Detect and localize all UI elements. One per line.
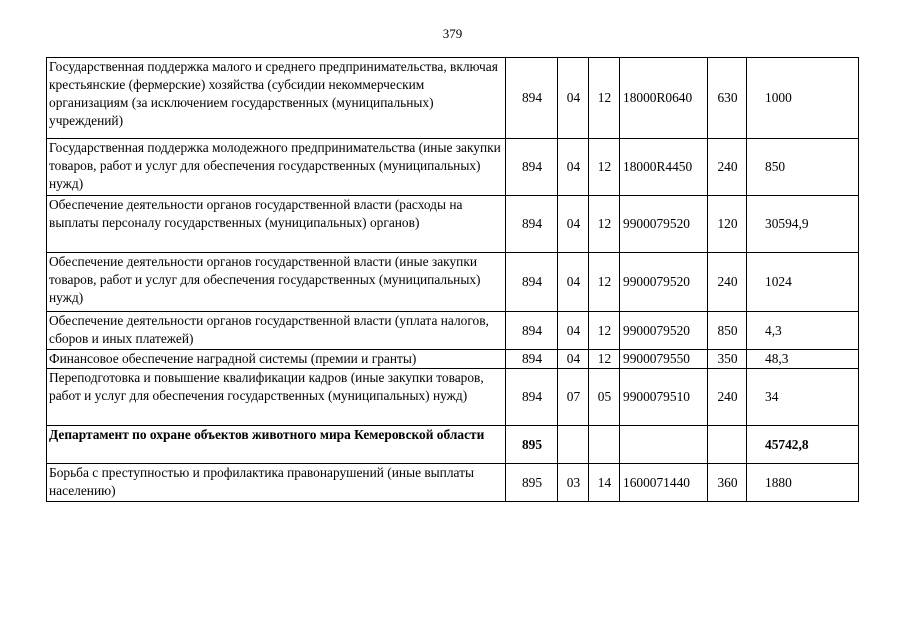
row-csr <box>620 426 708 464</box>
row-name: Обеспечение деятельности органов государственной власти (расходы на выплаты персоналу государственных (муниципальных) органов) <box>47 196 506 253</box>
row-vr: 630 <box>708 58 747 139</box>
row-sum: 34 <box>747 369 859 426</box>
row-vr: 120 <box>708 196 747 253</box>
table-row <box>47 369 859 426</box>
row-sum: 1000 <box>747 58 859 139</box>
row-sum: 30594,9 <box>747 196 859 253</box>
row-name: Борьба с преступностью и профилактика правонарушений (иные выплаты населению) <box>47 464 506 502</box>
row-ved: 894 <box>506 369 558 426</box>
row-name: Департамент по охране объектов животного мира Кемеровской области <box>47 426 506 464</box>
row-vr: 240 <box>708 369 747 426</box>
row-ved: 894 <box>506 312 558 350</box>
table-row <box>47 139 859 196</box>
row-rz: 04 <box>558 58 589 139</box>
row-vr: 240 <box>708 253 747 312</box>
row-csr: 9900079550 <box>620 350 708 369</box>
row-ved: 894 <box>506 350 558 369</box>
table-row <box>47 350 859 369</box>
row-sum: 1024 <box>747 253 859 312</box>
row-pr: 12 <box>589 253 620 312</box>
page-number: 379 <box>442 26 463 41</box>
row-ved: 894 <box>506 196 558 253</box>
row-csr: 9900079520 <box>620 196 708 253</box>
row-csr: 18000R4450 <box>620 139 708 196</box>
row-sum: 48,3 <box>747 350 859 369</box>
row-ved: 895 <box>506 464 558 502</box>
row-ved: 894 <box>506 58 558 139</box>
table-row <box>47 464 859 502</box>
row-name: Переподготовка и повышение квалификации кадров (иные закупки товаров, работ и услуг для обеспечения государственных (муниципальных) нужд) <box>47 369 506 426</box>
row-csr: 9900079510 <box>620 369 708 426</box>
row-sum: 4,3 <box>747 312 859 350</box>
row-name: Финансовое обеспечение наградной системы (премии и гранты) <box>47 350 506 369</box>
table-row-department <box>47 426 859 464</box>
row-vr: 350 <box>708 350 747 369</box>
row-sum: 1880 <box>747 464 859 502</box>
row-csr: 18000R0640 <box>620 58 708 139</box>
row-pr: 12 <box>589 196 620 253</box>
row-rz: 04 <box>558 196 589 253</box>
row-csr: 9900079520 <box>620 253 708 312</box>
row-rz: 04 <box>558 350 589 369</box>
row-rz <box>558 426 589 464</box>
row-vr <box>708 426 747 464</box>
row-pr: 12 <box>589 58 620 139</box>
table-row <box>47 196 859 253</box>
row-vr: 360 <box>708 464 747 502</box>
row-rz: 04 <box>558 312 589 350</box>
row-ved: 894 <box>506 253 558 312</box>
budget-table <box>46 57 859 502</box>
row-vr: 850 <box>708 312 747 350</box>
row-csr: 9900079520 <box>620 312 708 350</box>
row-name: Государственная поддержка молодежного предпринимательства (иные закупки товаров, работ и услуг для обеспечения государственных (муниципальных) нужд) <box>47 139 506 196</box>
row-vr: 240 <box>708 139 747 196</box>
row-name: Государственная поддержка малого и среднего предпринимательства, включая крестьянские (фермерские) хозяйства (субсидии некоммерческим организациям (за исключением государственных (муниципальных) учреждений) <box>47 58 506 139</box>
row-pr: 05 <box>589 369 620 426</box>
row-rz: 03 <box>558 464 589 502</box>
row-sum: 45742,8 <box>747 426 859 464</box>
row-name: Обеспечение деятельности органов государственной власти (иные закупки товаров, работ и услуг для обеспечения государственных (муниципальных) нужд) <box>47 253 506 312</box>
row-rz: 07 <box>558 369 589 426</box>
table-row <box>47 312 859 350</box>
row-pr <box>589 426 620 464</box>
row-csr: 1600071440 <box>620 464 708 502</box>
row-pr: 12 <box>589 139 620 196</box>
table-row <box>47 58 859 139</box>
row-pr: 12 <box>589 350 620 369</box>
row-ved: 894 <box>506 139 558 196</box>
row-pr: 12 <box>589 312 620 350</box>
table-row <box>47 253 859 312</box>
row-rz: 04 <box>558 139 589 196</box>
row-ved: 895 <box>506 426 558 464</box>
row-name: Обеспечение деятельности органов государственной власти (уплата налогов, сборов и иных платежей) <box>47 312 506 350</box>
row-rz: 04 <box>558 253 589 312</box>
row-pr: 14 <box>589 464 620 502</box>
row-sum: 850 <box>747 139 859 196</box>
